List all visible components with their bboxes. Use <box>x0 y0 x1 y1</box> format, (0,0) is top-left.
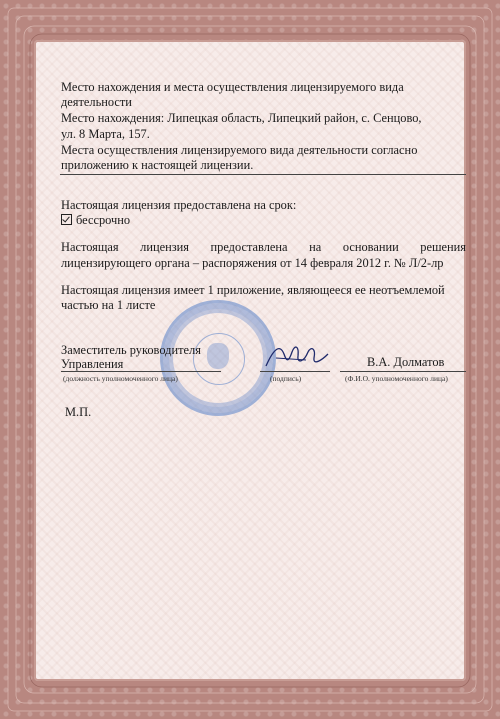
location-line-6: приложению к настоящей лицензии. <box>61 158 254 172</box>
appendix-line-1: Настоящая лицензия имеет 1 приложение, являющееся ее неотъемлемой <box>61 283 445 297</box>
basis-line-2: лицензирующего органа – распоряжения от 14 февраля 2012 г. № Л/2-лр <box>61 256 444 270</box>
checked-box-icon <box>61 214 72 225</box>
location-line-2: деятельности <box>61 95 132 109</box>
signer-name: В.А. Долматов <box>367 355 445 369</box>
position-underline <box>61 371 221 372</box>
term-option-label: бессрочно <box>76 213 131 227</box>
signer-position-line-1: Заместитель руководителя <box>61 343 201 357</box>
handwritten-signature <box>262 340 332 374</box>
basis-line-1: Настоящая лицензия предоставлена на основании решения <box>61 240 466 254</box>
location-line-1: Место нахождения и места осуществления лицензируемого вида <box>61 80 404 94</box>
term-heading: Настоящая лицензия предоставлена на срок: <box>61 198 297 212</box>
location-line-5: Места осуществления лицензируемого вида деятельности согласно <box>61 143 418 157</box>
term-option <box>61 213 130 229</box>
eagle-emblem-icon <box>207 343 229 369</box>
location-line-3: Место нахождения: Липецкая область, Липецкий район, с. Сенцово, <box>61 111 422 125</box>
caption-position: (должность уполномоченного лица) <box>63 374 178 383</box>
appendix-line-2: частью на 1 листе <box>61 298 156 312</box>
location-underline <box>60 174 466 175</box>
name-underline <box>340 371 466 372</box>
caption-signature: (подпись) <box>270 374 302 383</box>
signer-position-line-2: Управления <box>61 357 124 371</box>
caption-name: (Ф.И.О. уполномоченного лица) <box>345 374 448 383</box>
seal-mark: М.П. <box>65 405 92 419</box>
location-line-4: ул. 8 Марта, 157. <box>61 127 150 141</box>
